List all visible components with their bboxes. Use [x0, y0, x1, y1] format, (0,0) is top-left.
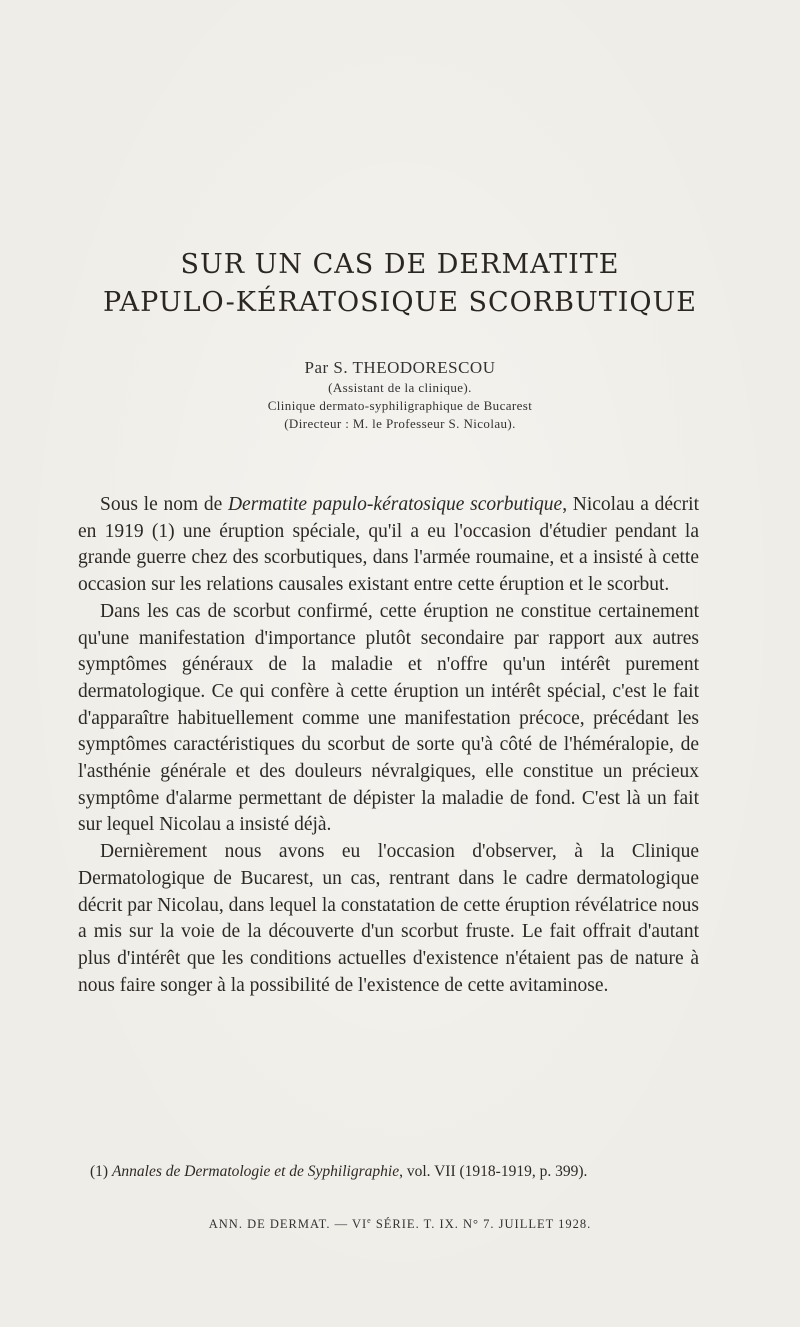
paragraph-1-rest: , Nicolau a décrit en 1919 (1) une éruption spéciale, qu'il a eu l'occasion d'étudier pendant la grande guerre chez des scorbutiques, dans l'armée roumaine, et a insisté à cette occasion sur les relations causales existant entre cette éruption et le scorbut. — [78, 494, 699, 596]
running-footer-right: SÉRIE. T. IX. N° 7. JUILLET 1928. — [371, 1217, 592, 1232]
author-byline: Par S. THEODORESCOU — [304, 358, 496, 377]
footnote — [78, 1162, 699, 1182]
paragraph-2: Dans les cas de scorbut confirmé, cette éruption ne constitue certainement qu'une manifestation d'importance plutôt secondaire par rapport aux autres symptômes généraux de la maladie et n'offre qu'un intérêt purement dermatologique. Ce qui confère à cette éruption un intérêt spécial, c'est le fait d'apparaître habituellement comme une manifestation précoce, précédant les symptômes caractéristiques du scorbut de sorte qu'à côté de l'héméralopie, de l'asthénie générale et des douleurs névralgiques, elle constitue un précieux symptôme d'alarme permettant de dépister la maladie de fond. C'est là un fait sur lequel Nicolau a insisté déjà. — [78, 600, 699, 836]
footnote-journal: Annales de Dermatologie et de Syphiligraphie — [111, 1163, 400, 1180]
running-footer-sup: e — [367, 1216, 372, 1225]
author-affiliation-director: (Directeur : M. le Professeur S. Nicolau). — [284, 416, 516, 431]
article-title-line-1: SUR UN CAS DE DERMATITE — [180, 249, 620, 280]
running-footer-left: ANN. DE DERMAT. — VI — [208, 1217, 368, 1232]
paragraph-1 — [78, 492, 699, 599]
paragraph-3: Dernièrement nous avons eu l'occasion d'observer, à la Clinique Dermatologique de Bucarest, un cas, rentrant dans le cadre dermatologique décrit par Nicolau, dans lequel la constatation de cette éruption révélatrice nous a mis sur la voie de la découverte d'un scorbut fruste. Le fait offrait d'autant plus d'intérêt que les conditions actuelles d'existence n'étaient pas de nature à nous faire songer à la possibilité de l'existence de cette avitaminose. — [78, 841, 699, 996]
running-footer — [0, 1216, 800, 1232]
author-affiliation-clinic: Clinique dermato-syphiligraphique de Bucarest — [267, 398, 533, 413]
article-title-line-2: PAPULO-KÉRATOSIQUE SCORBUTIQUE — [102, 287, 698, 318]
paragraph-1-lead: Sous le nom de — [100, 494, 228, 515]
article-body — [78, 492, 699, 999]
author-affiliation-role: (Assistant de la clinique). — [328, 380, 472, 395]
footnote-details: , vol. VII (1918-1919, p. 399). — [399, 1163, 588, 1180]
footnote-marker: (1) — [90, 1163, 112, 1180]
paragraph-1-term: Dermatite papulo-kératosique scorbutique — [227, 494, 563, 515]
